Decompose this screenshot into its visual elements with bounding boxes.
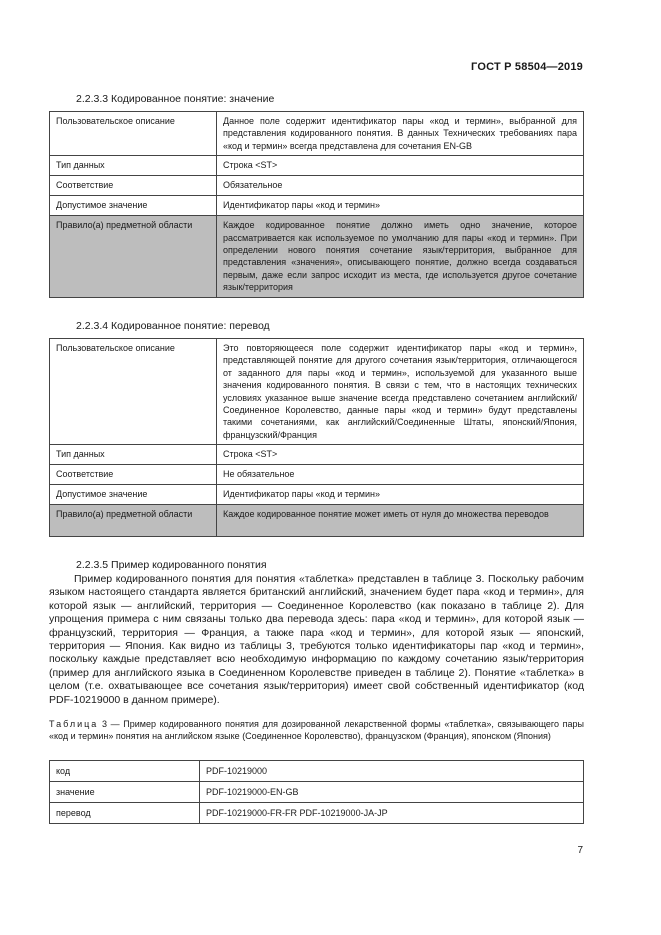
table-row bbox=[50, 465, 584, 485]
table-caption bbox=[49, 718, 584, 742]
example-paragraph: Пример кодированного понятия для понятия «таблетка» представлен в таблице 3. Поскольку рабочим языком настоящего стандарта является британский английский, значением будет пара «код и термин», для которой язык — английский, территория — Соединенное Королевство (как показано в таблице 2). Для упрощения примера с ним связаны только два перевода здесь: пара «код и термин», для которой язык — французский, территория — Франция, а также пара «код и термин», для которой язык — японский, территория — Япония. Как видно из таблицы 3, требуются только идентификаторы пар «код и термин», поскольку каждые представляет всю необходимую информацию по каждому сочетанию язык/территория (пример для английского языка в Соединенном Королевстве приведен в таблице 2). Понятие «таблетка» в целом (т.е. охватывающее все сочетания язык/территория) имеет свой собственный идентификатор (код PDF-10219000 в данном примере). bbox=[49, 573, 584, 706]
example-table bbox=[49, 760, 584, 824]
table-row bbox=[50, 216, 584, 297]
row-value: Это повторяющееся поле содержит идентификатор пары «код и термин», представляющей понятие для другого сочетания язык/территория, отличающегося от заданного для пары «код и термин», используемой для указанного выше значения кодированного понятия. В связи с тем, что в настоящих технических условиях указанное выше значение всегда представлено сочетанием английский/Соединенное Королевство, данные пары «код и термин» будут представлены такими сочетаниями, как английский/Соединенные Штаты, японский/Япония, французский/Франция bbox=[217, 339, 584, 445]
row-label: Тип данных bbox=[50, 445, 217, 465]
table-row bbox=[50, 339, 584, 445]
row-value: Строка <ST> bbox=[217, 445, 584, 465]
standard-header: ГОСТ Р 58504—2019 bbox=[471, 61, 583, 73]
row-value: Обязательное bbox=[217, 176, 584, 196]
translation-spec-table bbox=[49, 338, 584, 537]
row-label: Правило(а) предметной области bbox=[50, 216, 217, 297]
row-value: Идентификатор пары «код и термин» bbox=[217, 485, 584, 505]
table-row bbox=[50, 782, 584, 803]
table-row bbox=[50, 803, 584, 824]
row-value: Каждое кодированное понятие должно иметь одно значение, которое рассматривается как используемое по умолчанию для пары «код и термин». При определении нового понятия сочетание язык/территория, выбранное для представления «значения», описывающего понятие, должно всегда создаваться первым, даже если запрос исходит из места, где используется другое сочетание язык/территория bbox=[217, 216, 584, 297]
row-label: Допустимое значение bbox=[50, 485, 217, 505]
table-row bbox=[50, 112, 584, 156]
caption-prefix: Таблица bbox=[49, 719, 99, 729]
row-value: PDF-10219000-EN-GB bbox=[200, 782, 584, 803]
table-row bbox=[50, 505, 584, 537]
row-value: Каждое кодированное понятие может иметь от нуля до множества переводов bbox=[217, 505, 584, 537]
row-label: Соответствие bbox=[50, 465, 217, 485]
table-row bbox=[50, 761, 584, 782]
row-value: PDF-10219000 bbox=[200, 761, 584, 782]
value-spec-table bbox=[49, 111, 584, 298]
section-title-example: 2.2.3.5 Пример кодированного понятия bbox=[76, 559, 267, 571]
row-key: код bbox=[50, 761, 200, 782]
table-row bbox=[50, 485, 584, 505]
row-label: Допустимое значение bbox=[50, 196, 217, 216]
row-value: Идентификатор пары «код и термин» bbox=[217, 196, 584, 216]
row-value: Данное поле содержит идентификатор пары «код и термин», выбранной для представления кодированного понятия. В данных Технических требованиях пара «код и термин» всегда представлена для сочетания EN-GB bbox=[217, 112, 584, 156]
row-label: Пользовательское описание bbox=[50, 112, 217, 156]
caption-text: 3 — Пример кодированного понятия для дозированной лекарственной формы «таблетка», связывающего пары «код и термин» понятия на английском языке (Соединенное Королевство), французском (Франция), японском (Япония) bbox=[49, 719, 584, 741]
table-row bbox=[50, 445, 584, 465]
section-title-value: 2.2.3.3 Кодированное понятие: значение bbox=[76, 93, 275, 105]
row-key: перевод bbox=[50, 803, 200, 824]
row-label: Тип данных bbox=[50, 156, 217, 176]
page-number: 7 bbox=[577, 845, 583, 856]
table-row bbox=[50, 196, 584, 216]
table-row bbox=[50, 176, 584, 196]
section-title-translation: 2.2.3.4 Кодированное понятие: перевод bbox=[76, 320, 270, 332]
row-value: PDF-10219000-FR-FR PDF-10219000-JA-JP bbox=[200, 803, 584, 824]
row-value: Не обязательное bbox=[217, 465, 584, 485]
row-label: Пользовательское описание bbox=[50, 339, 217, 445]
row-value: Строка <ST> bbox=[217, 156, 584, 176]
table-row bbox=[50, 156, 584, 176]
row-label: Соответствие bbox=[50, 176, 217, 196]
row-label: Правило(а) предметной области bbox=[50, 505, 217, 537]
row-key: значение bbox=[50, 782, 200, 803]
